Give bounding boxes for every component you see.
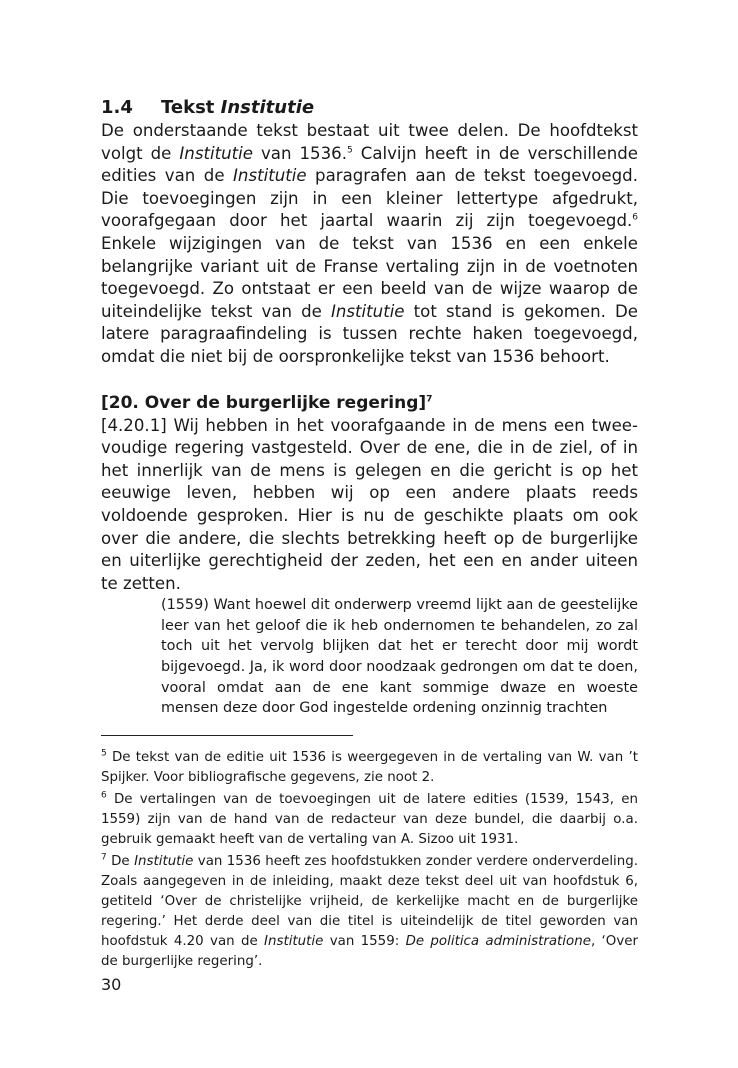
section-title: Tekst <box>161 97 215 118</box>
page-content <box>101 96 638 996</box>
section-title-italic: Institutie <box>220 97 315 118</box>
footnote-7-italic-1: Institutie <box>134 853 194 869</box>
footnote-5-text: De tekst van de editie uit 1536 is weergegeven in de vertaling van W. van ’t Spijker. Voor bibliografische gegevens, zie noot 2. <box>101 749 638 785</box>
section-heading <box>101 96 638 120</box>
footnote-divider <box>101 735 353 736</box>
footnote-6 <box>101 790 638 850</box>
chapter-heading <box>101 391 638 415</box>
section-number: 1.4 <box>101 97 133 118</box>
intro-paragraph <box>101 120 638 369</box>
intro-text-3: Calvijn heeft in de verschillende edities van de <box>101 143 639 186</box>
chapter-paragraph: [4.20.1] Wij hebben in het voorafgaande in de mens een tweevoudige regering vastgesteld. Over de ene, die in de ziel, of in het innerlijk van de mens is gelegen en die gericht is op het eeuwige leven, hebben wij op een andere plaats reeds voldoende gesproken. Hier is nu de geschikte plaats om ook over die andere, die slechts betrekking heeft op de burgerlijke en uiterlijke gerechtigheid der zeden, het een en ander uiteen te zetten. <box>101 415 638 593</box>
intro-text-5: Enkele wijzigingen van de tekst van 1536 en een enkele belangrijke variant uit de Franse vertaling zijn in de voetnoten toegevoegd. Zo ontstaat er een beeld van de wijze waarop de uiteindelijke tekst van de <box>101 233 638 321</box>
footnote-6-number: 6 <box>101 790 107 801</box>
footnote-6-text: De vertalingen van de toevoegingen uit de latere edities (1539, 1543, en 1559) zijn van de hand van de redacteur van deze bundel, die daarbij o.a. gebruik gemaakt heeft van de vertaling van A. Sizoo uit 1931. <box>101 791 638 847</box>
intro-italic-3: Institutie <box>331 301 405 321</box>
footnote-7-italic-2: Institutie <box>264 933 324 949</box>
intro-text-2: van 1536. <box>252 143 347 163</box>
intro-italic-2: Institutie <box>233 166 307 186</box>
footnote-7-text-2: van 1536 heeft zes hoofdstukken zonder verdere onderverdeling. Zoals aangegeven in de inleiding, maakt deze tekst deel uit van hoofdstuk 6, getiteld ‘Over de christelijke vrijheid, de kerkelijke macht en de burgerlijke regering.’ Het derde deel van die titel is uiteindelijk de titel geworden van hoofdstuk 4.20 van de <box>101 853 639 949</box>
chapter-title: [20. Over de burgerlijke regering] <box>101 392 427 413</box>
footnote-5 <box>101 748 638 788</box>
intro-italic-1: Institutie <box>179 143 253 163</box>
intro-text-1: De onderstaande tekst bestaat uit twee delen. De hoofdtekst volgt de <box>101 121 638 163</box>
footnote-7-number: 7 <box>101 852 107 863</box>
intro-text-4: paragrafen aan de tekst toegevoegd. Die toevoegingen zijn in een kleiner lettertype afgedrukt, voorafgegaan door het jaartal waarin zij zijn toegevoegd. <box>101 166 638 231</box>
footnote-7 <box>101 852 638 972</box>
spacer <box>101 369 638 391</box>
footnote-7-italic-3: De politica administratione <box>405 933 591 949</box>
page-number: 30 <box>101 974 122 994</box>
footnote-7-text-3: van 1559: <box>323 933 406 949</box>
footnote-5-number: 5 <box>101 748 107 759</box>
footnote-ref-6: 6 <box>632 212 638 223</box>
footnote-ref-7: 7 <box>426 393 433 404</box>
footnote-7-text-4: , ‘Over de burgerlijke regering’. <box>101 933 638 969</box>
footnote-7-text-1: De <box>106 853 135 869</box>
quote-block-1559: (1559) Want hoewel dit onderwerp vreemd lijkt aan de geestelijke leer van het geloof die ik heb ondernomen te behandelen, zo zal toch uit het vervolg blijken dat het er terecht door mij wordt bijgevoegd. Ja, ik word door noodzaak gedrongen om dat te doen, vooral omdat aan de ene kant sommige dwaze en woeste mensen deze door God ingestelde ordening onzinnig trachten <box>161 597 638 717</box>
footnote-ref-5: 5 <box>346 145 353 156</box>
intro-text-6: tot stand is gekomen. De latere paragraafindeling is tussen rechte haken toegevoegd, omdat die niet bij de oorspronkelijke tekst van 1536 behoort. <box>101 301 639 366</box>
